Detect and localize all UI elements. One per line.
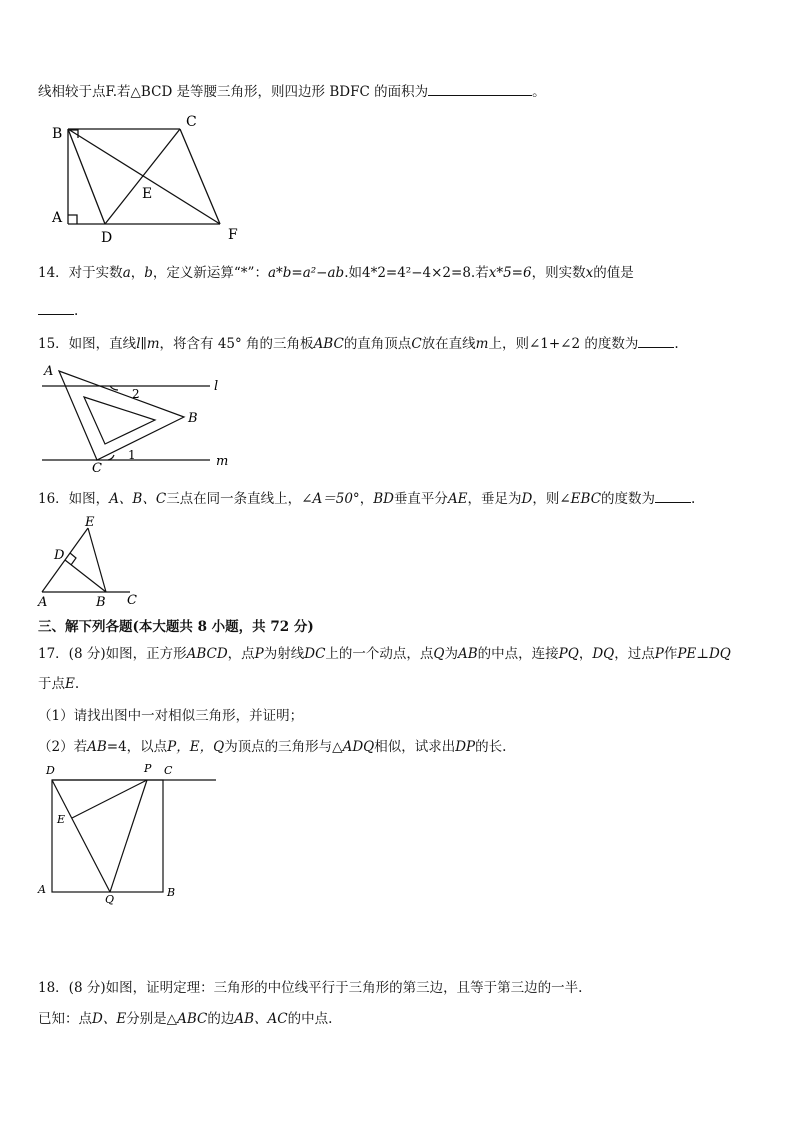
figure-15 xyxy=(38,362,238,476)
label-F: F xyxy=(228,227,238,243)
answer-blank[interactable] xyxy=(38,300,74,315)
q17-line1: 17．(8 分)如图，正方形ABCD，点P为射线DC上的一个动点，点Q为AB的中点，连接PQ，DQ，过点P作PE⊥DQ xyxy=(38,646,731,662)
q18-line2: 已知：点D、E分别是△ABC的边AB、AC的中点. xyxy=(38,1011,333,1027)
label-B: B xyxy=(167,886,176,899)
label-C: C xyxy=(127,593,137,608)
label-Q: Q xyxy=(105,893,115,906)
label-D: D xyxy=(46,764,55,777)
q15-text: 15．如图，直线l∥m，将含有 45° 角的三角板ABC的直角顶点C放在直线m上，则∠1+∠2 的度数为 . xyxy=(38,333,679,354)
label-B: B xyxy=(96,595,106,610)
q13-text: 线相较于点F.若△BCD 是等腰三角形，则四边形 BDFC 的面积为 。 xyxy=(38,81,546,102)
label-B: B xyxy=(52,126,63,142)
label-2: 2 xyxy=(132,387,140,401)
section-heading: 三、解下列各题(本大题共 8 小题，共 72 分) xyxy=(38,619,314,635)
figure-16 xyxy=(36,514,156,609)
label-C: C xyxy=(92,461,102,476)
label-E: E xyxy=(142,186,153,202)
label-m: m xyxy=(216,454,229,469)
q14-text: 14．对于实数a，b，定义新运算“*”：a*b=a²−ab.如4*2=4²−4×2=8.若x*5=6，则实数x的值是 xyxy=(38,265,634,281)
figure-13 xyxy=(40,110,250,245)
q17-sub1: （1）请找出图中一对相似三角形，并证明； xyxy=(38,708,304,724)
label-B: B xyxy=(188,411,198,426)
answer-blank[interactable] xyxy=(655,488,691,503)
label-A: A xyxy=(38,883,46,896)
label-D: D xyxy=(54,548,65,563)
label-A: A xyxy=(52,210,63,226)
figure-17 xyxy=(36,760,236,910)
label-l: l xyxy=(214,379,219,394)
label-C: C xyxy=(186,114,197,130)
label-1: 1 xyxy=(128,448,136,462)
label-E: E xyxy=(57,813,66,826)
label-D: D xyxy=(101,230,113,246)
label-P: P xyxy=(144,762,152,775)
q17-sub2: （2）若AB=4，以点P，E，Q为顶点的三角形与△ADQ相似，试求出DP的长. xyxy=(38,739,507,755)
label-A: A xyxy=(44,364,54,379)
label-C: C xyxy=(164,764,173,777)
q14-answer-line: . xyxy=(38,300,78,321)
answer-blank[interactable] xyxy=(638,333,674,348)
q18-line1: 18．(8 分)如图，证明定理：三角形的中位线平行于三角形的第三边，且等于第三边的一半. xyxy=(38,980,583,996)
q16-text: 16．如图，A、B、C三点在同一条直线上，∠A＝50°，BD垂直平分AE，垂足为D，则∠EBC的度数为 . xyxy=(38,488,695,509)
q17-line2: 于点E. xyxy=(38,676,80,692)
answer-blank[interactable] xyxy=(428,81,532,96)
label-E: E xyxy=(85,515,95,530)
label-A: A xyxy=(38,595,48,610)
